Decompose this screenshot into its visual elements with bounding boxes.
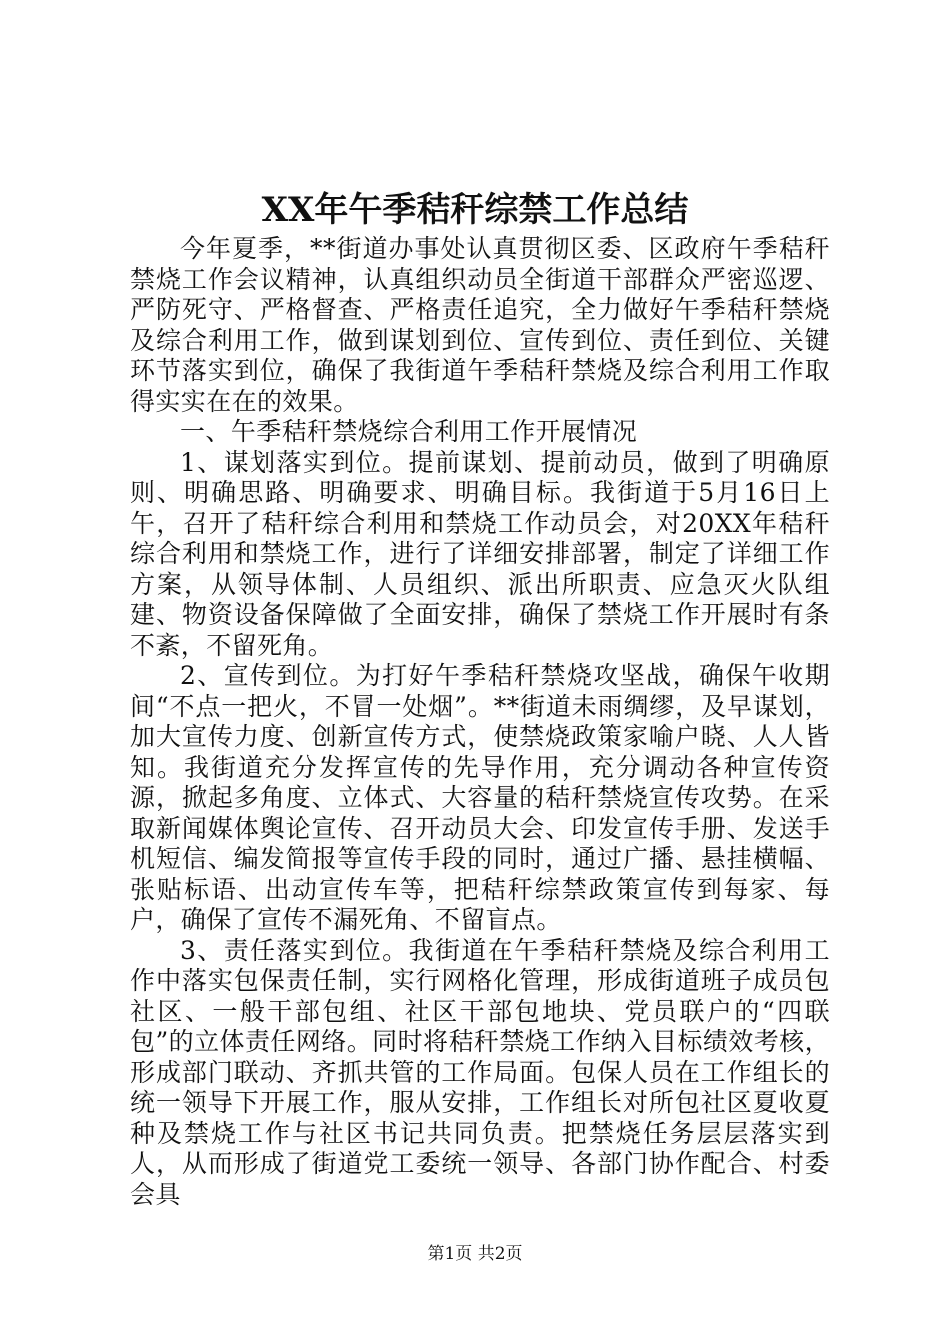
paragraph-item-2: 2、宣传到位。为打好午季秸秆禁烧攻坚战，确保午收期间“不点一把火，不冒一处烟”。**街道未雨绸缪，及早谋划，加大宣传力度、创新宣传方式，使禁烧政策家喻户晓、人人皆知。我街道充分发挥宣传的先导作用，充分调动各种宣传资源，掀起多角度、立体式、大容量的秸秆禁烧宣传攻势。在采取新闻媒体舆论宣传、召开动员大会、印发宣传手册、发送手机短信、编发简报等宣传手段的同时，通过广播、悬挂横幅、张贴标语、出动宣传车等，把秸秆综禁政策宣传到每家、每户，确保了宣传不漏死角、不留盲点。 xyxy=(130,661,830,934)
document-title: XX年午季秸秆综禁工作总结 xyxy=(261,190,689,230)
page-number-footer: 第1页 共2页 xyxy=(427,1244,523,1264)
document-body xyxy=(130,234,830,1210)
paragraph-item-1: 1、谋划落实到位。提前谋划、提前动员，做到了明确原则、明确思路、明确要求、明确目标。我街道于5月16日上午，召开了秸秆综合利用和禁烧工作动员会，对20XX年秸秆综合利用和禁烧工作，进行了详细安排部署，制定了详细工作方案，从领导体制、人员组织、派出所职责、应急灭火队组建、物资设备保障做了全面安排，确保了禁烧工作开展时有条不紊，不留死角。 xyxy=(130,447,830,660)
paragraph-item-3: 3、责任落实到位。我街道在午季秸秆禁烧及综合利用工作中落实包保责任制，实行网格化管理，形成街道班子成员包社区、一般干部包组、社区干部包地块、党员联户的“四联包”的立体责任网络。同时将秸秆禁烧工作纳入目标绩效考核，形成部门联动、齐抓共管的工作局面。包保人员在工作组长的统一领导下开展工作，服从安排，工作组长对所包社区夏收夏种及禁烧工作与社区书记共同负责。把禁烧任务层层落实到人，从而形成了街道党工委统一领导、各部门协作配合、村委会具 xyxy=(130,935,830,1209)
section-heading-1: 一、午季秸秆禁烧综合利用工作开展情况 xyxy=(180,417,638,446)
paragraph-intro: 今年夏季，**街道办事处认真贯彻区委、区政府午季秸秆禁烧工作会议精神，认真组织动员全街道干部群众严密巡逻、严防死守、严格督查、严格责任追究，全力做好午季秸秆禁烧及综合利用工作，做到谋划到位、宣传到位、责任到位、关键环节落实到位，确保了我街道午季秸秆禁烧及综合利用工作取得实实在在的效果。 xyxy=(130,234,830,416)
